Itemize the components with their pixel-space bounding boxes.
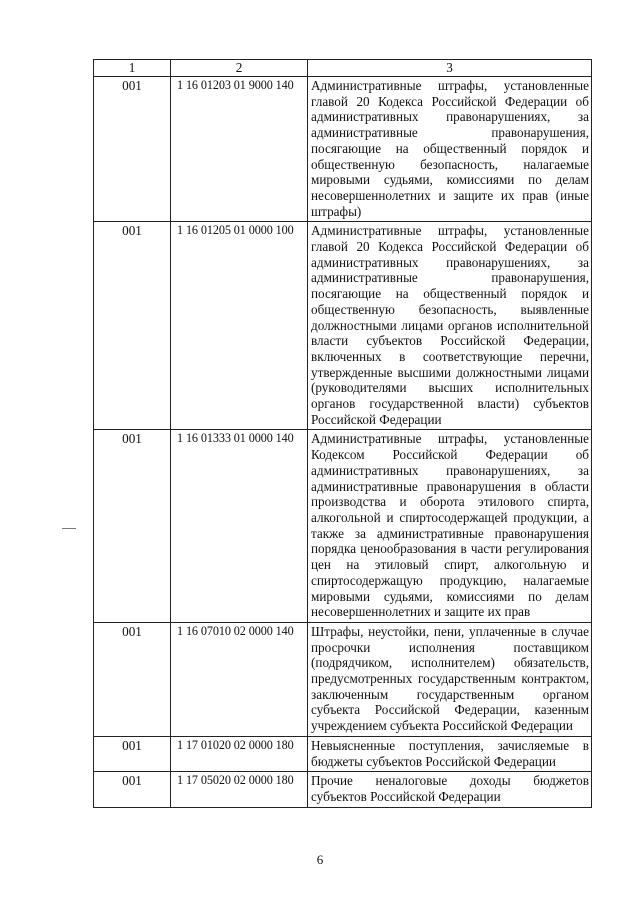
- admin-code-cell: 001: [94, 622, 171, 736]
- table-row: [94, 222, 592, 430]
- kbk-code-cell: 1 16 01203 01 9000 140: [171, 77, 308, 222]
- description-cell: Административные штрафы, установленные Кодексом Российской Федерации об административных правонарушениях, за административные правонарушения в области производства и оборота этилового спирта, алкогольной и спиртосодержащей продукции, а также за административные правонарушения порядка ценообразования в части регулирования цен на этиловый спирт, алкогольную и спиртосодержащую продукцию, налагаемые мировыми судьями, комиссиями по делам несовершеннолетних и защите их прав: [308, 430, 592, 622]
- description-cell: Административные штрафы, установленные главой 20 Кодекса Российской Федерации об административных правонарушениях, за административные правонарушения, посягающие на общественный порядок и общественную безопасность, налагаемые мировыми судьями, комиссиями по делам несовершеннолетних и защите их прав (иные штрафы): [308, 77, 592, 222]
- table-row: [94, 622, 592, 736]
- page-number: 6: [316, 852, 324, 867]
- kbk-code-cell: 1 16 01205 01 0000 100: [171, 222, 308, 430]
- admin-code-cell: 001: [94, 77, 171, 222]
- admin-code-cell: 001: [94, 736, 171, 771]
- admin-code-cell: 001: [94, 222, 171, 430]
- kbk-code-cell: 1 16 01333 01 0000 140: [171, 430, 308, 622]
- admin-code-cell: 001: [94, 772, 171, 807]
- description-cell: Штрафы, неустойки, пени, уплаченные в случае просрочки исполнения поставщиком (подрядчиком, исполнителем) обязательств, предусмотренных государственным контрактом, заключенным государственным органом субъекта Российской Федерации, казенным учреждением субъекта Российской Федерации: [308, 622, 592, 736]
- admin-code-cell: 001: [94, 430, 171, 622]
- kbk-code-cell: 1 17 01020 02 0000 180: [171, 736, 308, 771]
- table-row: [94, 77, 592, 222]
- revenue-codes-table: [93, 59, 592, 808]
- description-cell: Административные штрафы, установленные главой 20 Кодекса Российской Федерации об административных правонарушениях, за административные правонарушения, посягающие на общественный порядок и общественную безопасность, выявленные должностными лицами органов исполнительной власти субъектов Российской Федерации, включенных в соответствующие перечни, утвержденные высшими должностными лицами (руководителями высших исполнительных органов государственной власти) субъектов Российской Федерации: [308, 222, 592, 430]
- column-header-1: 1: [94, 60, 171, 77]
- column-header-3: 3: [308, 60, 592, 77]
- table-row: [94, 430, 592, 622]
- description-cell: Прочие неналоговые доходы бюджетов субъектов Российской Федерации: [308, 772, 592, 807]
- column-header-2: 2: [171, 60, 308, 77]
- margin-mark: [62, 528, 76, 529]
- kbk-code-cell: 1 16 07010 02 0000 140: [171, 622, 308, 736]
- kbk-code-cell: 1 17 05020 02 0000 180: [171, 772, 308, 807]
- description-cell: Невыясненные поступления, зачисляемые в бюджеты субъектов Российской Федерации: [308, 736, 592, 771]
- table-row: [94, 736, 592, 771]
- table-header-row: [94, 60, 592, 77]
- table-row: [94, 772, 592, 807]
